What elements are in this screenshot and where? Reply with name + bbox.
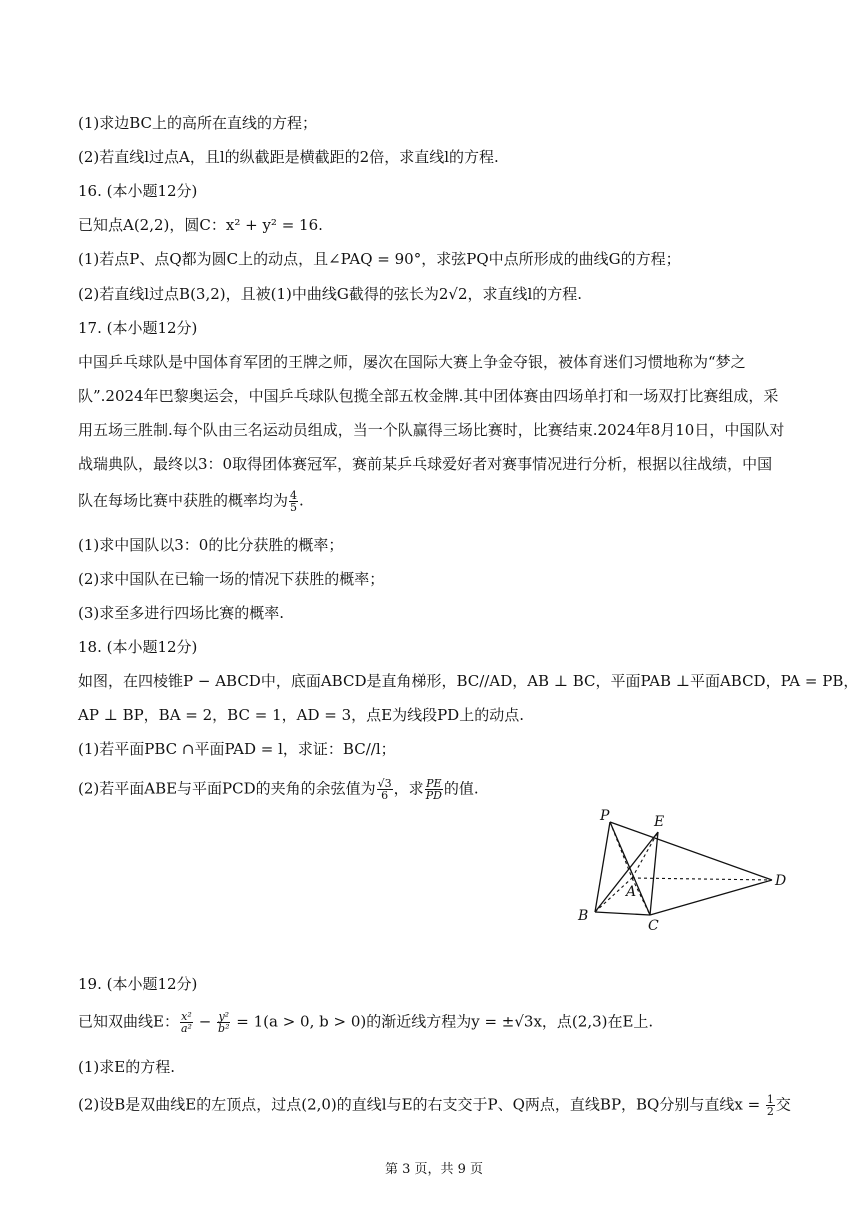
vertex-D-label: D	[775, 873, 787, 889]
q17-text-5-pre: 队在每场比赛中获胜的概率均为	[78, 491, 289, 510]
q16-part1: (1)若点P、点Q都为圆C上的动点，且∠PAQ = 90°，求弦PQ中点所形成的曲线G的方程；	[78, 250, 681, 268]
edge-BC	[595, 912, 650, 915]
q17-part3: (3)求至多进行四场比赛的概率.	[78, 604, 285, 622]
fraction-denominator: PD	[425, 789, 442, 802]
half-fraction	[766, 1094, 775, 1117]
q15-part1: (1)求边BC上的高所在直线的方程；	[78, 114, 318, 132]
q18-text-2: AP ⊥ BP，BA = 2，BC = 1，AD = 3，点E为线段PD上的动点.	[78, 706, 524, 724]
vertex-P-label: P	[600, 808, 610, 824]
x-squared-fraction	[180, 1011, 193, 1034]
q19-part2-pre: (2)设B是双曲线E的左顶点，过点(2,0)的直线l与E的右支交于P、Q两点，直线BP，BQ分别与直线x =	[78, 1095, 765, 1114]
fraction-numerator: x²	[181, 1010, 192, 1023]
fraction-numerator: √3	[377, 777, 392, 790]
minus-sign: −	[193, 1012, 217, 1031]
q18-text-1: 如图，在四棱锥P − ABCD中，底面ABCD是直角梯形，BC//AD，AB ⊥ BC，平面PAB ⊥平面ABCD，PA = PB，	[78, 672, 859, 690]
q15-part2: (2)若直线l过点A，且l的纵截距是横截距的2倍，求直线l的方程.	[78, 148, 499, 166]
q19-given-post: = 1(a > 0, b > 0)的渐近线方程为y = ±√3x，点(2,3)在E上.	[231, 1012, 654, 1031]
q17-text-1: 中国乒乓球队是中国体育军团的王牌之师，屡次在国际大赛上争金夺银，被体育迷们习惯地称为“梦之	[78, 353, 746, 371]
q18-heading: 18. (本小题12分)	[78, 638, 198, 656]
q18-part2-pre: (2)若平面ABE与平面PCD的夹角的余弦值为	[78, 779, 376, 798]
fraction-numerator: 1	[766, 1093, 774, 1106]
cosine-fraction	[377, 778, 393, 801]
fraction-denominator: 6	[381, 789, 389, 802]
fraction-numerator: y²	[218, 1010, 230, 1023]
fraction-denominator: a²	[180, 1022, 192, 1035]
y-squared-fraction	[217, 1011, 230, 1034]
q17-part2: (2)求中国队在已输一场的情况下获胜的概率；	[78, 570, 385, 588]
q17-text-4: 战瑞典队，最终以3：0取得团体赛冠军，赛前某乒乓球爱好者对赛事情况进行分析，根据以往战绩，中国	[78, 455, 773, 473]
fraction-denominator: b²	[218, 1022, 230, 1035]
q19-given-pre: 已知双曲线E：	[78, 1012, 179, 1031]
q17-text-5	[78, 490, 304, 513]
q18-part2	[78, 778, 479, 801]
fraction-numerator: PE	[426, 777, 442, 790]
probability-fraction	[289, 490, 298, 513]
fraction-numerator: 4	[290, 489, 298, 502]
q18-part2-mid: ，求	[393, 779, 424, 798]
fraction-denominator: 2	[766, 1105, 774, 1118]
edge-PB	[595, 822, 610, 912]
q17-heading: 17. (本小题12分)	[78, 319, 198, 337]
q17-text-5-post: .	[299, 491, 304, 510]
vertex-E-label: E	[654, 814, 665, 830]
q19-heading: 19. (本小题12分)	[78, 975, 198, 993]
q16-given: 已知点A(2,2)，圆C：x² + y² = 16.	[78, 216, 323, 234]
q18-part1: (1)若平面PBC ∩平面PAD = l，求证：BC//l；	[78, 740, 396, 758]
q19-part2-post: 交	[775, 1095, 791, 1114]
pyramid-figure	[570, 800, 800, 940]
q19-given	[78, 1011, 653, 1034]
vertex-A-label: A	[626, 884, 637, 900]
fraction-denominator: 5	[290, 501, 298, 514]
q17-text-2: 队”.2024年巴黎奥运会，中国乒乓球队包揽全部五枚金牌.其中团体赛由四场单打和一场双打比赛组成，采	[78, 387, 779, 405]
page-footer: 第 3 页，共 9 页	[384, 1162, 484, 1177]
vertex-C-label: C	[648, 918, 659, 934]
vertex-B-label: B	[578, 908, 589, 924]
q16-part2: (2)若直线l过点B(3,2)，且被(1)中曲线G截得的弦长为2√2，求直线l的方程.	[78, 285, 583, 303]
q17-text-3: 用五场三胜制.每个队由三名运动员组成，当一个队赢得三场比赛时，比赛结束.2024年8月10日，中国队对	[78, 421, 785, 439]
q16-heading: 16. (本小题12分)	[78, 182, 198, 200]
q19-part2	[78, 1094, 791, 1117]
ratio-fraction	[425, 778, 443, 801]
edge-CD	[650, 880, 772, 915]
edge-BE	[595, 832, 658, 912]
edge-PD	[610, 822, 772, 880]
q18-part2-post: 的值.	[443, 779, 479, 798]
q19-part1: (1)求E的方程.	[78, 1058, 175, 1076]
q17-part1: (1)求中国队以3：0的比分获胜的概率；	[78, 536, 344, 554]
